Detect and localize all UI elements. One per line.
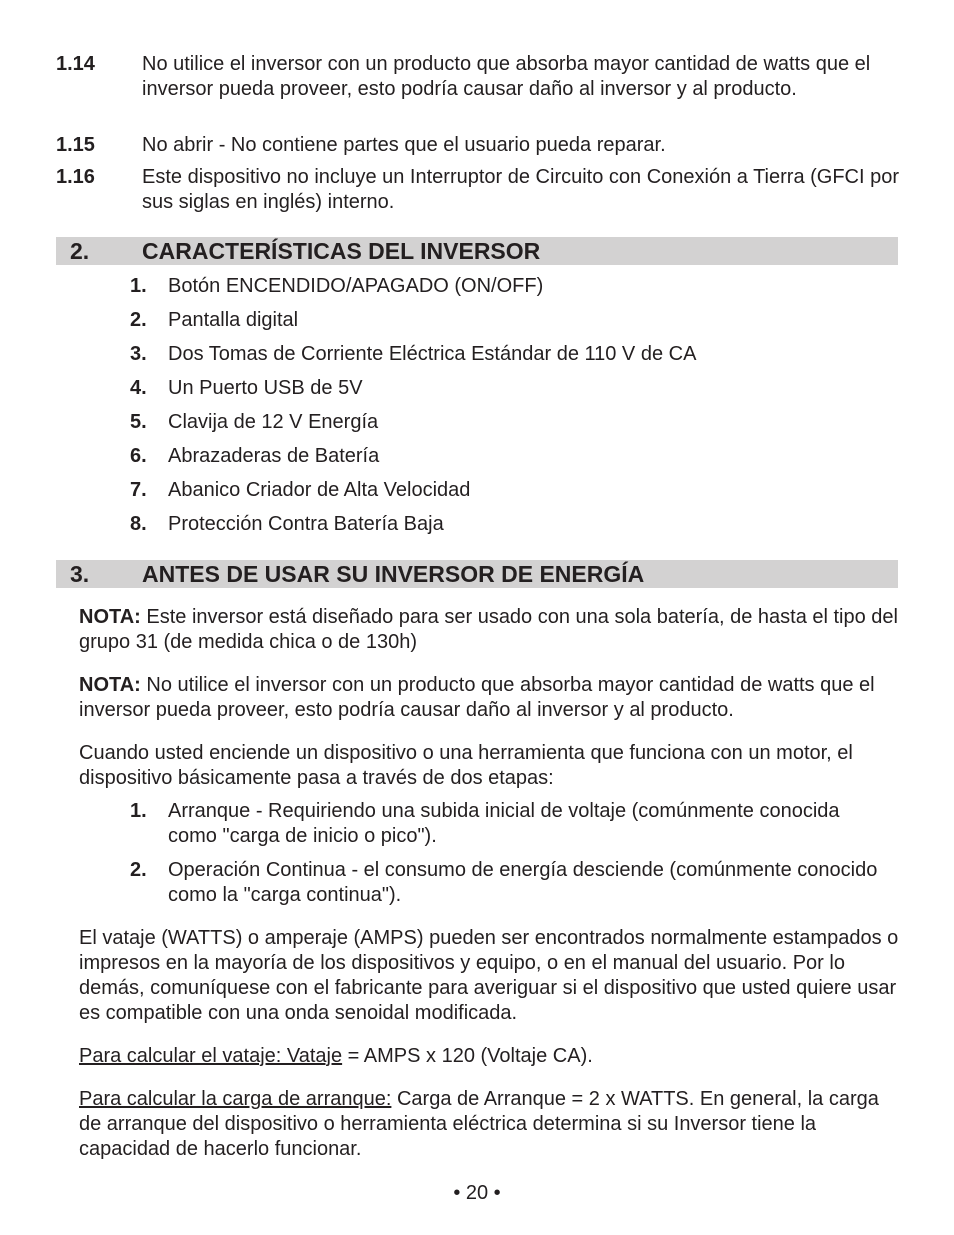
feature-text: Botón ENCENDIDO/APAGADO (ON/OFF) <box>168 275 544 297</box>
item-number: 1.15 <box>56 134 95 156</box>
feature-number: 6. <box>130 445 147 467</box>
feature-text: Pantalla digital <box>168 309 299 331</box>
feature-number: 8. <box>130 513 147 535</box>
feature-text: Un Puerto USB de 5V <box>168 377 363 399</box>
calc-start-label: Para calcular la carga de arranque: <box>79 1088 392 1110</box>
item-number: 1.14 <box>56 53 95 75</box>
safety-item-1-15 <box>56 133 898 158</box>
stage-text: Arranque - Requiriendo una subida inicial de voltaje (comúnmente conocida como "carga de inicio o pico"). <box>168 800 840 847</box>
stage-text: Operación Continua - el consumo de energía desciende (comúnmente conocido como la "carga continua"). <box>168 859 878 906</box>
feature-number: 2. <box>130 309 147 331</box>
section-number: 3. <box>70 561 90 587</box>
stage-number: 2. <box>130 859 147 881</box>
section-heading-before-use <box>56 560 898 588</box>
stage-number: 1. <box>130 800 147 822</box>
note-text: No utilice el inversor con un producto que absorba mayor cantidad de watts que el inversor pueda proveer, esto podría causar daño al inversor y al producto. <box>79 674 875 721</box>
wattage-paragraph: El vataje (WATTS) o amperaje (AMPS) pueden ser encontrados normalmente estampados o impresos en la mayoría de los dispositivos y equipo, o en el manual del usuario. Por lo demás, comuníquese con el fabricante para averiguar si el dispositivo que usted quiere usar es compatible con una onda senoidal modificada. <box>79 927 899 1024</box>
feature-text: Abanico Criador de Alta Velocidad <box>168 479 471 501</box>
section-title: CARACTERÍSTICAS DEL INVERSOR <box>142 238 541 264</box>
calc-start-paragraph <box>79 1087 899 1162</box>
section-heading-features <box>56 237 898 265</box>
feature-number: 1. <box>130 275 147 297</box>
feature-text: Clavija de 12 V Energía <box>168 411 379 433</box>
section-number: 2. <box>70 238 90 264</box>
item-text: Este dispositivo no incluye un Interruptor de Circuito con Conexión a Tierra (GFCI por sus siglas en inglés) interno. <box>142 166 900 213</box>
page-number: • 20 • <box>453 1182 501 1204</box>
note-text: Este inversor está diseñado para ser usado con una sola batería, de hasta el tipo del grupo 31 (de medida chica o de 130h) <box>79 606 898 653</box>
note-wattage <box>79 673 899 723</box>
note-label: NOTA: <box>79 674 141 696</box>
feature-text: Protección Contra Batería Baja <box>168 513 444 535</box>
feature-number: 4. <box>130 377 147 399</box>
item-text: No abrir - No contiene partes que el usuario pueda reparar. <box>142 134 666 156</box>
calc-watts-label: Para calcular el vataje: Vataje <box>79 1045 343 1067</box>
feature-number: 7. <box>130 479 147 501</box>
feature-number: 5. <box>130 411 147 433</box>
calc-start-text: Carga de Arranque = 2 x WATTS. En general, la carga de arranque del dispositivo o herramienta eléctrica determina si su Inversor tiene la capacidad de hacerlo funcionar. <box>79 1088 879 1160</box>
item-number: 1.16 <box>56 166 95 188</box>
intro-paragraph: Cuando usted enciende un dispositivo o una herramienta que funciona con un motor, el dispositivo básicamente pasa a través de dos etapas: <box>79 742 853 789</box>
item-text: No utilice el inversor con un producto que absorba mayor cantidad de watts que el inversor pueda proveer, esto podría causar daño al inversor y al producto. <box>142 53 871 100</box>
calc-watts-line <box>79 1044 899 1069</box>
safety-item-1-14 <box>56 52 898 127</box>
note-battery <box>79 605 899 655</box>
feature-number: 3. <box>130 343 147 365</box>
feature-text: Dos Tomas de Corriente Eléctrica Estándar de 110 V de CA <box>168 343 697 365</box>
calc-watts-text: = AMPS x 120 (Voltaje CA). <box>342 1045 593 1067</box>
safety-item-1-16 <box>56 165 898 215</box>
note-label: NOTA: <box>79 606 141 628</box>
feature-text: Abrazaderas de Batería <box>168 445 380 467</box>
section-title: ANTES DE USAR SU INVERSOR DE ENERGÍA <box>142 561 645 587</box>
